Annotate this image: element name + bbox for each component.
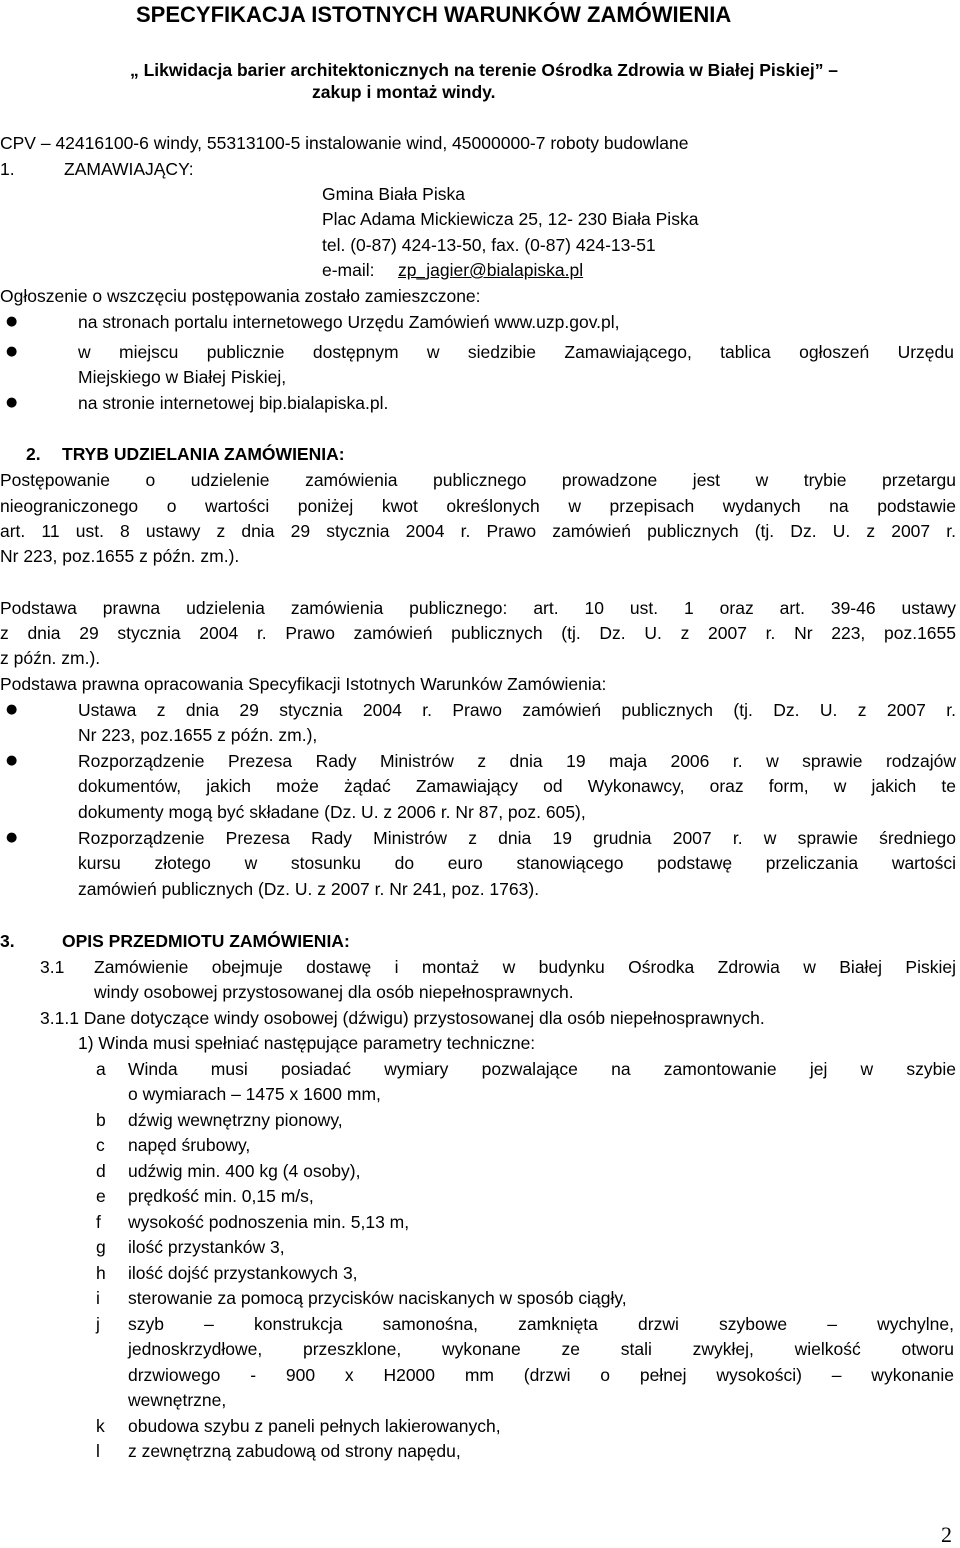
email-label: e-mail: — [322, 260, 375, 280]
announce-bullet-1: na stronach portalu internetowego Urzędu Zamówień www.uzp.gov.pl, — [78, 312, 620, 332]
bullet-icon: ● — [6, 753, 18, 768]
email-link[interactable]: zp_jagier@bialapiska.pl — [398, 260, 584, 280]
item-l-label: l — [96, 1441, 100, 1461]
legal-basis-line-2: z dnia 29 stycznia 2004 r. Prawo zamówień publicznych (tj. Dz. U. z 2007 r. Nr 223, poz.1655 — [0, 623, 956, 643]
bullet-icon: ● — [6, 830, 18, 845]
document-title: SPECYFIKACJA ISTOTNYCH WARUNKÓW ZAMÓWIENIA — [136, 2, 732, 27]
item-g: ilość przystanków 3, — [128, 1237, 285, 1257]
section-3-1-line-1: Zamówienie obejmuje dostawę i montaż w budynku Ośrodka Zdrowia w Białej Piskiej — [94, 957, 956, 977]
item-e: prędkość min. 0,15 m/s, — [128, 1186, 314, 1206]
announce-bullet-2-line-1: w miejscu publicznie dostępnym w siedzibie Zamawiającego, tablica ogłoszeń Urzędu — [78, 342, 954, 362]
procedure-line-2: nieograniczonego o wartości poniżej kwot określonych w przepisach wydanych na podstawie — [0, 496, 956, 516]
legal-item-2-line-1: Rozporządzenie Prezesa Rady Ministrów z dnia 19 maja 2006 r. w sprawie rodzajów — [78, 751, 956, 771]
section-3-1-1: 3.1.1 Dane dotyczące windy osobowej (dźwigu) przystosowanej dla osób niepełnosprawnych. — [40, 1008, 765, 1028]
item-i: sterowanie za pomocą przycisków naciskanych w sposób ciągły, — [128, 1288, 627, 1308]
contracting-org: Gmina Biała Piska — [322, 184, 465, 204]
section-2-number: 2. — [26, 444, 41, 464]
item-k: obudowa szybu z paneli pełnych lakierowanych, — [128, 1416, 501, 1436]
announce-bullet-2-line-2: Miejskiego w Białej Piskiej, — [78, 367, 287, 387]
item-a-line-1: Winda musi posiadać wymiary pozwalające na zamontowanie jej w szybie — [128, 1059, 956, 1079]
legal-item-2-line-2: dokumentów, jakich może żądać Zamawiający od Wykonawcy, oraz form, w jakich te — [78, 776, 956, 796]
siwz-basis-text: Podstawa prawna opracowania Specyfikacji Istotnych Warunków Zamówienia: — [0, 674, 607, 694]
item-k-label: k — [96, 1416, 105, 1436]
announce-text: Ogłoszenie o wszczęciu postępowania zostało zamieszczone: — [0, 286, 481, 306]
item-i-label: i — [96, 1288, 100, 1308]
item-j-line-1: szyb – konstrukcja samonośna, zamknięta drzwi szybowe – wychylne, — [128, 1314, 954, 1334]
section-3-heading: OPIS PRZEDMIOTU ZAMÓWIENIA: — [62, 931, 350, 951]
bullet-icon: ● — [6, 314, 18, 329]
bullet-icon: ● — [6, 395, 18, 410]
section-2-heading: TRYB UDZIELANIA ZAMÓWIENIA: — [62, 444, 345, 464]
section-1-heading: ZAMAWIAJĄCY: — [64, 159, 194, 179]
item-l: z zewnętrzną zabudową od strony napędu, — [128, 1441, 461, 1461]
announce-bullet-3: na stronie internetowej bip.bialapiska.pl. — [78, 393, 389, 413]
item-j-line-4: wewnętrzne, — [128, 1390, 227, 1410]
item-j-label: j — [96, 1314, 100, 1334]
item-e-label: e — [96, 1186, 106, 1206]
item-b: dźwig wewnętrzny pionowy, — [128, 1110, 343, 1130]
item-a-label: a — [96, 1059, 106, 1079]
item-c: napęd śrubowy, — [128, 1135, 251, 1155]
section-3-1-number: 3.1 — [40, 957, 65, 977]
procedure-line-4: Nr 223, poz.1655 z późn. zm.). — [0, 546, 240, 566]
item-b-label: b — [96, 1110, 106, 1130]
item-a-line-2: o wymiarach – 1475 x 1600 mm, — [128, 1084, 381, 1104]
legal-item-2-line-3: dokumenty mogą być składane (Dz. U. z 2006 r. Nr 87, poz. 605), — [78, 802, 586, 822]
item-g-label: g — [96, 1237, 106, 1257]
legal-basis-line-1: Podstawa prawna udzielenia zamówienia publicznego: art. 10 ust. 1 oraz art. 39-46 ustawy — [0, 598, 956, 618]
item-d-label: d — [96, 1161, 106, 1181]
legal-item-3-line-3: zamówień publicznych (Dz. U. z 2007 r. Nr 241, poz. 1763). — [78, 879, 540, 899]
cpv-line: CPV – 42416100-6 windy, 55313100-5 instalowanie wind, 45000000-7 roboty budowlane — [0, 133, 689, 153]
item-h: ilość dojść przystankowych 3, — [128, 1263, 358, 1283]
item-h-label: h — [96, 1263, 106, 1283]
legal-item-1-line-1: Ustawa z dnia 29 stycznia 2004 r. Prawo zamówień publicznych (tj. Dz. U. z 2007 r. — [78, 700, 956, 720]
contracting-phone: tel. (0-87) 424-13-50, fax. (0-87) 424-13-51 — [322, 235, 656, 255]
procedure-line-1: Postępowanie o udzielenie zamówienia publicznego prowadzone jest w trybie przetargu — [0, 470, 956, 490]
legal-item-1-line-2: Nr 223, poz.1655 z późn. zm.), — [78, 725, 318, 745]
subtitle-line-2: zakup i montaż windy. — [312, 82, 496, 102]
contracting-address: Plac Adama Mickiewicza 25, 12- 230 Biała Piska — [322, 209, 699, 229]
item-j-line-3: drzwiowego - 900 x H2000 mm (drzwi o pełnej wysokości) – wykonanie — [128, 1365, 954, 1385]
subtitle-line-1: „ Likwidacja barier architektonicznych na terenie Ośrodka Zdrowia w Białej Piskiej” – — [130, 60, 839, 80]
section-3-number: 3. — [0, 931, 15, 951]
legal-basis-line-3: z późn. zm.). — [0, 648, 101, 668]
item-f: wysokość podnoszenia min. 5,13 m, — [128, 1212, 410, 1232]
params-intro: 1) Winda musi spełniać następujące parametry techniczne: — [78, 1033, 536, 1053]
item-j-line-2: jednoskrzydłowe, przeszklone, wykonane ze stali zwykłej, wielkość otworu — [128, 1339, 954, 1359]
legal-item-3-line-1: Rozporządzenie Prezesa Rady Ministrów z dnia 19 grudnia 2007 r. w sprawie średniego — [78, 828, 956, 848]
page-number: 2 — [941, 1522, 952, 1547]
section-3-1-line-2: windy osobowej przystosowanej dla osób niepełnosprawnych. — [94, 982, 574, 1002]
procedure-line-3: art. 11 ust. 8 ustawy z dnia 29 stycznia 2004 r. Prawo zamówień publicznych (tj. Dz. U. z 2007 r. — [0, 521, 956, 541]
legal-item-3-line-2: kursu złotego w stosunku do euro stanowiącego podstawę przeliczania wartości — [78, 853, 956, 873]
item-f-label: f — [96, 1212, 101, 1232]
item-d: udźwig min. 400 kg (4 osoby), — [128, 1161, 361, 1181]
section-1-number: 1. — [0, 159, 15, 179]
bullet-icon: ● — [6, 702, 18, 717]
item-c-label: c — [96, 1135, 105, 1155]
bullet-icon: ● — [6, 344, 18, 359]
